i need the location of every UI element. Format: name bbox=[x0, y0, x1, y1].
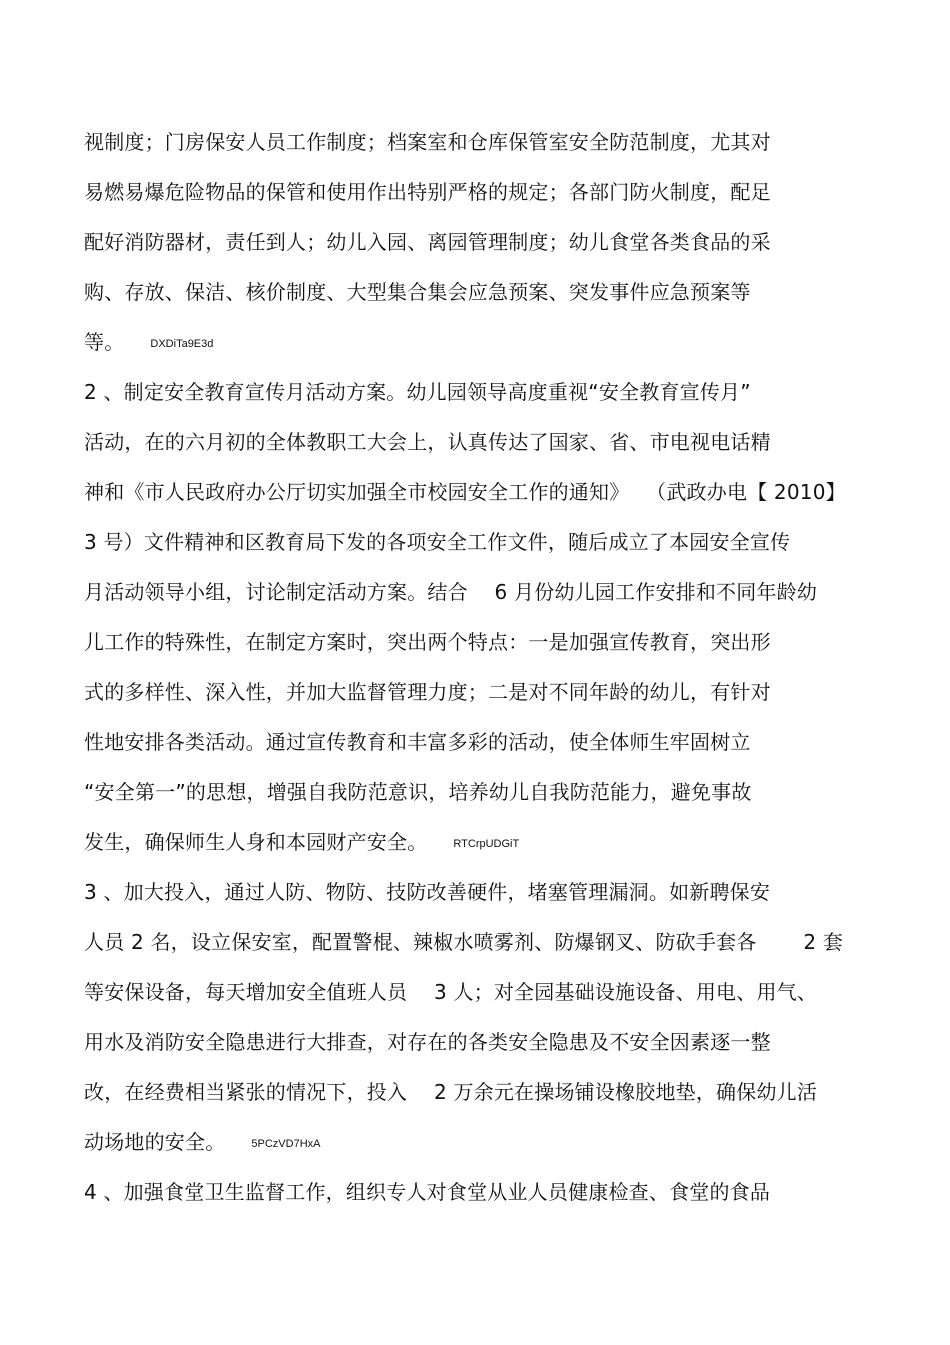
text-line: 改，在经费相当紧张的情况下，投入 2 万余元在操场铺设橡胶地垫，确保幼儿活 bbox=[84, 1080, 818, 1104]
text-line bbox=[84, 1130, 320, 1156]
text-segment: 动场地的安全。 bbox=[84, 1130, 226, 1154]
text-line: 活动，在的六月初的全体教职工大会上，认真传达了国家、省、市电视电话精 bbox=[84, 430, 771, 454]
text-line: 神和《市人民政府办公厅切实加强全市校园安全工作的通知》 （武政办电【 2010】 bbox=[84, 480, 846, 504]
text-line: 易燃易爆危险物品的保管和使用作出特别严格的规定；各部门防火制度，配足 bbox=[84, 180, 771, 204]
text-line: 配好消防器材，责任到人；幼儿入园、离园管理制度；幼儿食堂各类食品的采 bbox=[84, 230, 771, 254]
text-line: “安全第一”的思想，增强自我防范意识，培养幼儿自我防范能力，避免事故 bbox=[84, 780, 752, 804]
text-segment: 等。 bbox=[84, 330, 125, 354]
text-line bbox=[84, 830, 519, 856]
text-line: 4 、加强食堂卫生监督工作，组织专人对食堂从业人员健康检查、食堂的食品 bbox=[84, 1180, 771, 1204]
doc-code: RTCrpUDGiT bbox=[453, 838, 520, 850]
text-line: 视制度；门房保安人员工作制度；档案室和仓库保管室安全防范制度，尤其对 bbox=[84, 130, 771, 154]
text-line bbox=[84, 330, 213, 356]
text-line: 购、存放、保洁、核价制度、大型集合集会应急预案、突发事件应急预案等 bbox=[84, 280, 751, 304]
text-line: 月活动领导小组，讨论制定活动方案。结合 6 月份幼儿园工作安排和不同年龄幼 bbox=[84, 580, 818, 604]
text-line: 式的多样性、深入性，并加大监督管理力度；二是对不同年龄的幼儿，有针对 bbox=[84, 680, 771, 704]
text-line: 用水及消防安全隐患进行大排查，对存在的各类安全隐患及不安全因素逐一整 bbox=[84, 1030, 771, 1054]
text-line: 等安保设备，每天增加安全值班人员 3 人；对全园基础设施设备、用电、用气、 bbox=[84, 980, 818, 1004]
doc-code: DXDiTa9E3d bbox=[150, 338, 214, 350]
text-segment: 发生，确保师生人身和本园财产安全。 bbox=[84, 830, 428, 854]
text-line: 3 、加大投入，通过人防、物防、技防改善硬件，堵塞管理漏洞。如新聘保安 bbox=[84, 880, 771, 904]
doc-code: 5PCzVD7HxA bbox=[251, 1138, 321, 1150]
text-line: 性地安排各类活动。通过宣传教育和丰富多彩的活动，使全体师生牢固树立 bbox=[84, 730, 751, 754]
text-line: 人员 2 名，设立保安室，配置警棍、辣椒水喷雾剂、防爆钢叉、防砍手套各 2 套 bbox=[84, 930, 844, 954]
text-line: 儿工作的特殊性，在制定方案时，突出两个特点：一是加强宣传教育，突出形 bbox=[84, 630, 771, 654]
text-line: 3 号）文件精神和区教育局下发的各项安全工作文件，随后成立了本园安全宣传 bbox=[84, 530, 791, 554]
text-line: 2 、制定安全教育宣传月活动方案。幼儿园领导高度重视“安全教育宣传月” bbox=[84, 380, 751, 404]
